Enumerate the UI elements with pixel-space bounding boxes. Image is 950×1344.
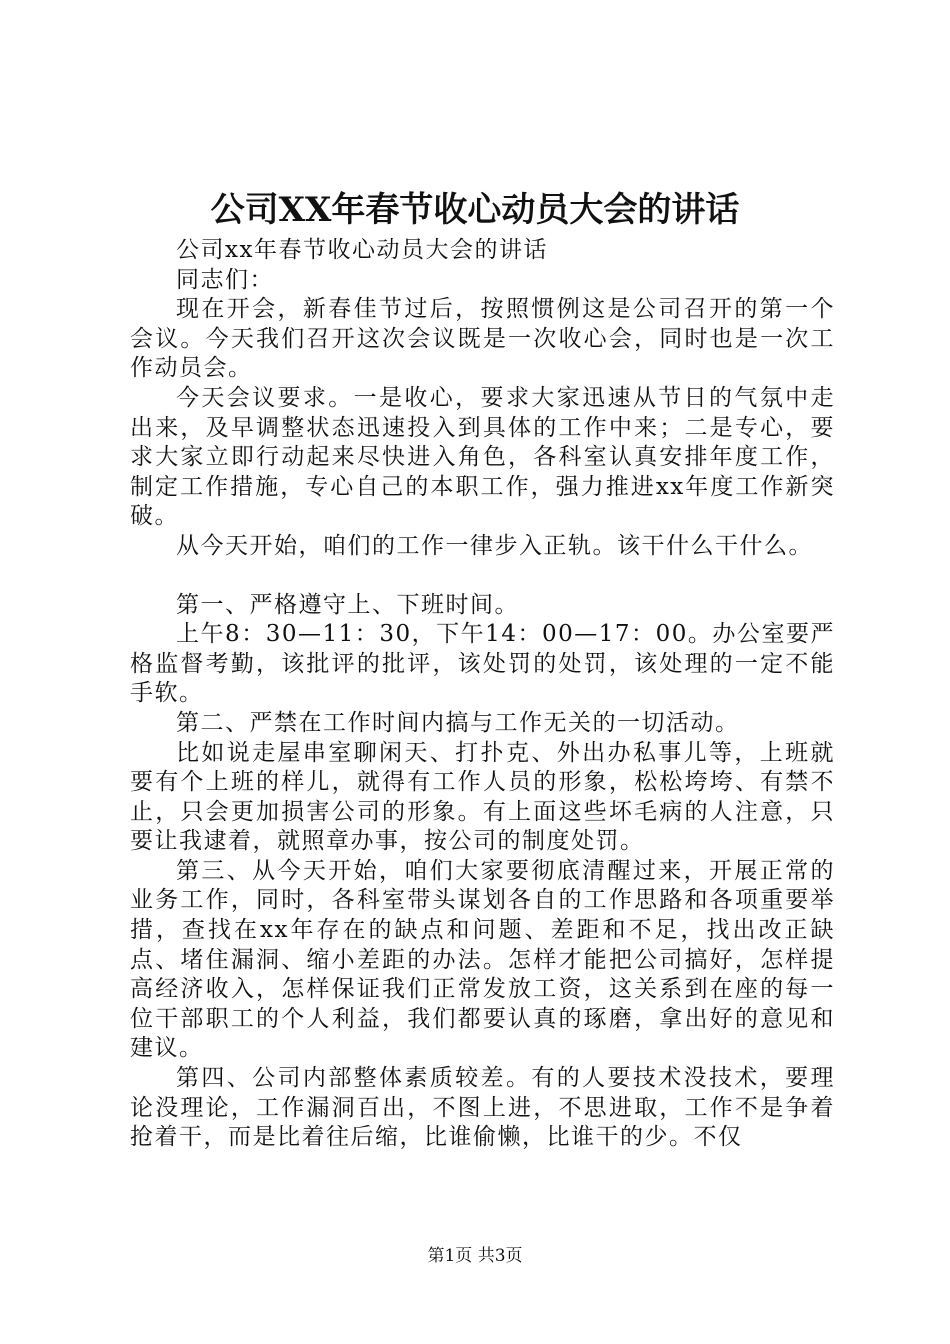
paragraph-salutation: 同志们： [176, 266, 274, 293]
page-number: 第1页 共3页 [427, 1246, 523, 1266]
section-heading-1: 第一、严格遵守上、下班时间。 [176, 591, 519, 618]
paragraph-section-3: 第三、从今天开始，咱们大家要彻底清醒过来，开展正常的业务工作，同时，各科室带头谋划各自的工作思路和各项重要举措，查找在xx年存在的缺点和问题、差距和不足，找出改正缺点、堵住漏洞、缩小差距的办法。怎样才能把公司搞好，怎样提高经济收入，怎样保证我们正常发放工资，这关系到在座的每一位干部职工的个人利益，我们都要认真的琢磨，拿出好的意见和建议。 [130, 857, 835, 1062]
paragraph: 上午8：30—11：30，下午14：00—17：00。办公室要严格监督考勤，该批评的批评，该处罚的处罚，该处理的一定不能手软。 [130, 621, 835, 707]
paragraph: 比如说走屋串室聊闲天、打扑克、外出办私事儿等，上班就要有个上班的样儿，就得有工作人员的形象，松松垮垮、有禁不止，只会更加损害公司的形象。有上面这些坏毛病的人注意，只要让我逮着，就照章办事，按公司的制度处罚。 [130, 739, 835, 855]
section-heading-2: 第二、严禁在工作时间内搞与工作无关的一切活动。 [176, 709, 740, 736]
document-title: 公司XX年春节收心动员大会的讲话 [210, 190, 740, 230]
paragraph: 现在开会，新春佳节过后，按照惯例这是公司召开的第一个会议。今天我们召开这次会议既是一次收心会，同时也是一次工作动员会。 [130, 296, 835, 382]
document-body [130, 236, 835, 1153]
paragraph: 今天会议要求。一是收心，要求大家迅速从节日的气氛中走出来，及早调整状态迅速投入到具体的工作中来；二是专心，要求大家立即行动起来尽快进入角色，各科室认真安排年度工作，制定工作措施，专心自己的本职工作，强力推进xx年度工作新突破。 [130, 384, 835, 530]
paragraph-section-4: 第四、公司内部整体素质较差。有的人要技术没技术，要理论没理论，工作漏洞百出，不图上进，不思进取，工作不是争着抢着干，而是比着往后缩，比谁偷懒，比谁干的少。不仅 [130, 1065, 835, 1151]
paragraph: 从今天开始，咱们的工作一律步入正轨。该干什么干什么。 [176, 532, 813, 559]
paragraph-subtitle: 公司xx年春节收心动员大会的讲话 [176, 237, 548, 263]
